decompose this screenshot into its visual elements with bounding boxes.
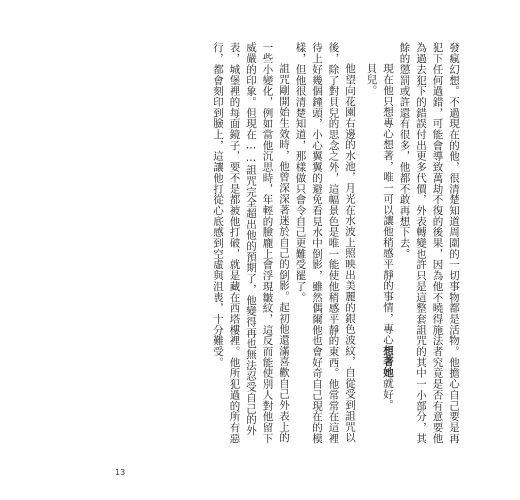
emphasized-phrase: 想著她	[382, 345, 394, 378]
page-number: 13	[115, 468, 126, 477]
paragraph-2	[380, 42, 397, 447]
paragraph-3: 他望向花園右邊的水池，月光在水波上照映出美麗的銀色波紋，自從受到詛咒以後，除了對貝兒的思念之外，這幅景色是唯一能使他稍感平靜的東西。他常常在這裡待上好幾個鐘頭，小心翼翼的避免看見水中倒影，雖然偶爾他也會好奇自己現在的模樣，但他很清楚知道，那樣做只會令自己更難受罷了。	[294, 42, 356, 444]
paragraph-2-tail: 貝兒。	[365, 63, 378, 96]
paragraph-4: 詛咒剛開始生效時，他曾深深著迷於自己的倒影。起初他還滿喜歡自己外表上的一些小變化，例如當他沉思時，年輕的臉龐上會浮現皺紋，這反而能使別人對他留下威嚴的印象。但現在……詛咒完全超出他的預期了，他變得再也無法忍受自己的外表，城堡裡的每面鏡子，要不是都被他打破，就是藏在西塔樓裡。他所犯過的所有惡行，都會刻印到臉上，這讓他打從心底感到空虛與沮喪，十分難受。	[212, 42, 290, 444]
body-text	[210, 42, 463, 447]
paragraph-2-text: 現在他只想專心想著，唯一可以讓他稍感平靜的事情，專心	[382, 63, 394, 346]
paragraph-2-text-end: 就好。	[382, 377, 394, 411]
paragraph-1: 發瘋幻想。不過現在的他，很清楚知道周圍的一切事物都是活物。他擔心自己要是再犯下任何過錯，可能會導致萬劫不復的後果，因為他不曉得施法者究竟是否有意要他為過去犯下的錯誤付出更多代價，外表轉變也許只是這整套詛咒的其中一小部分，其餘的懲罰或許還有很多，他都不敢再想下去。	[398, 42, 460, 444]
